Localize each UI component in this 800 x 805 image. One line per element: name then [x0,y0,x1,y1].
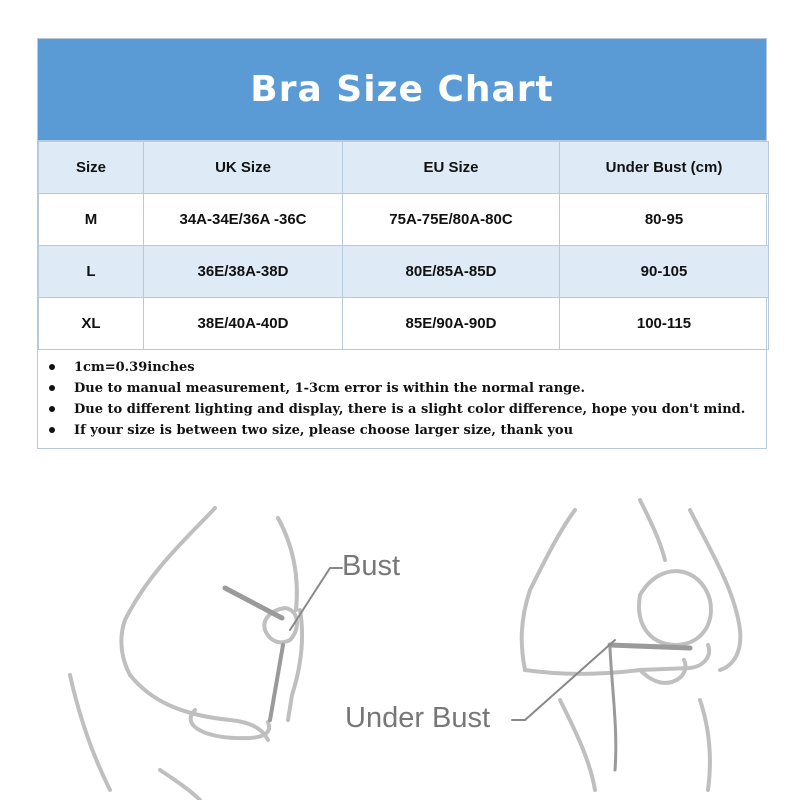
header-uk-size: UK Size [144,142,343,194]
cell-under-bust: 90-105 [560,246,769,298]
bust-label: Bust [342,550,401,582]
cell-eu-size: 85E/90A-90D [343,298,560,350]
cell-under-bust: 80-95 [560,194,769,246]
cell-eu-size: 80E/85A-85D [343,246,560,298]
size-table [38,141,769,350]
header-eu-size: EU Size [343,142,560,194]
note-item: Due to manual measurement, 1-3cm error is within the normal range. [46,379,766,400]
notes-section [38,350,766,442]
under-bust-label: Under Bust [345,702,491,734]
size-chart [37,38,767,449]
measurement-illustrations [0,470,800,800]
note-item: 1cm=0.39inches [46,358,766,379]
measurement-figures [0,470,800,800]
under-bust-figure [522,500,741,790]
table-row [39,298,769,350]
cell-under-bust: 100-115 [560,298,769,350]
table-row [39,194,769,246]
header-size: Size [39,142,144,194]
bust-figure [70,508,302,800]
cell-size: M [39,194,144,246]
cell-uk-size: 34A-34E/36A -36C [144,194,343,246]
note-item: If your size is between two size, please choose larger size, thank you [46,421,766,442]
header-under-bust: Under Bust (cm) [560,142,769,194]
table-row [39,246,769,298]
cell-uk-size: 38E/40A-40D [144,298,343,350]
table-header-row [39,142,769,194]
note-item: Due to different lighting and display, there is a slight color difference, hope you don't mind. [46,400,766,421]
chart-title: Bra Size Chart [250,69,554,110]
title-banner [38,39,766,141]
cell-uk-size: 36E/38A-38D [144,246,343,298]
cell-size: L [39,246,144,298]
cell-eu-size: 75A-75E/80A-80C [343,194,560,246]
cell-size: XL [39,298,144,350]
